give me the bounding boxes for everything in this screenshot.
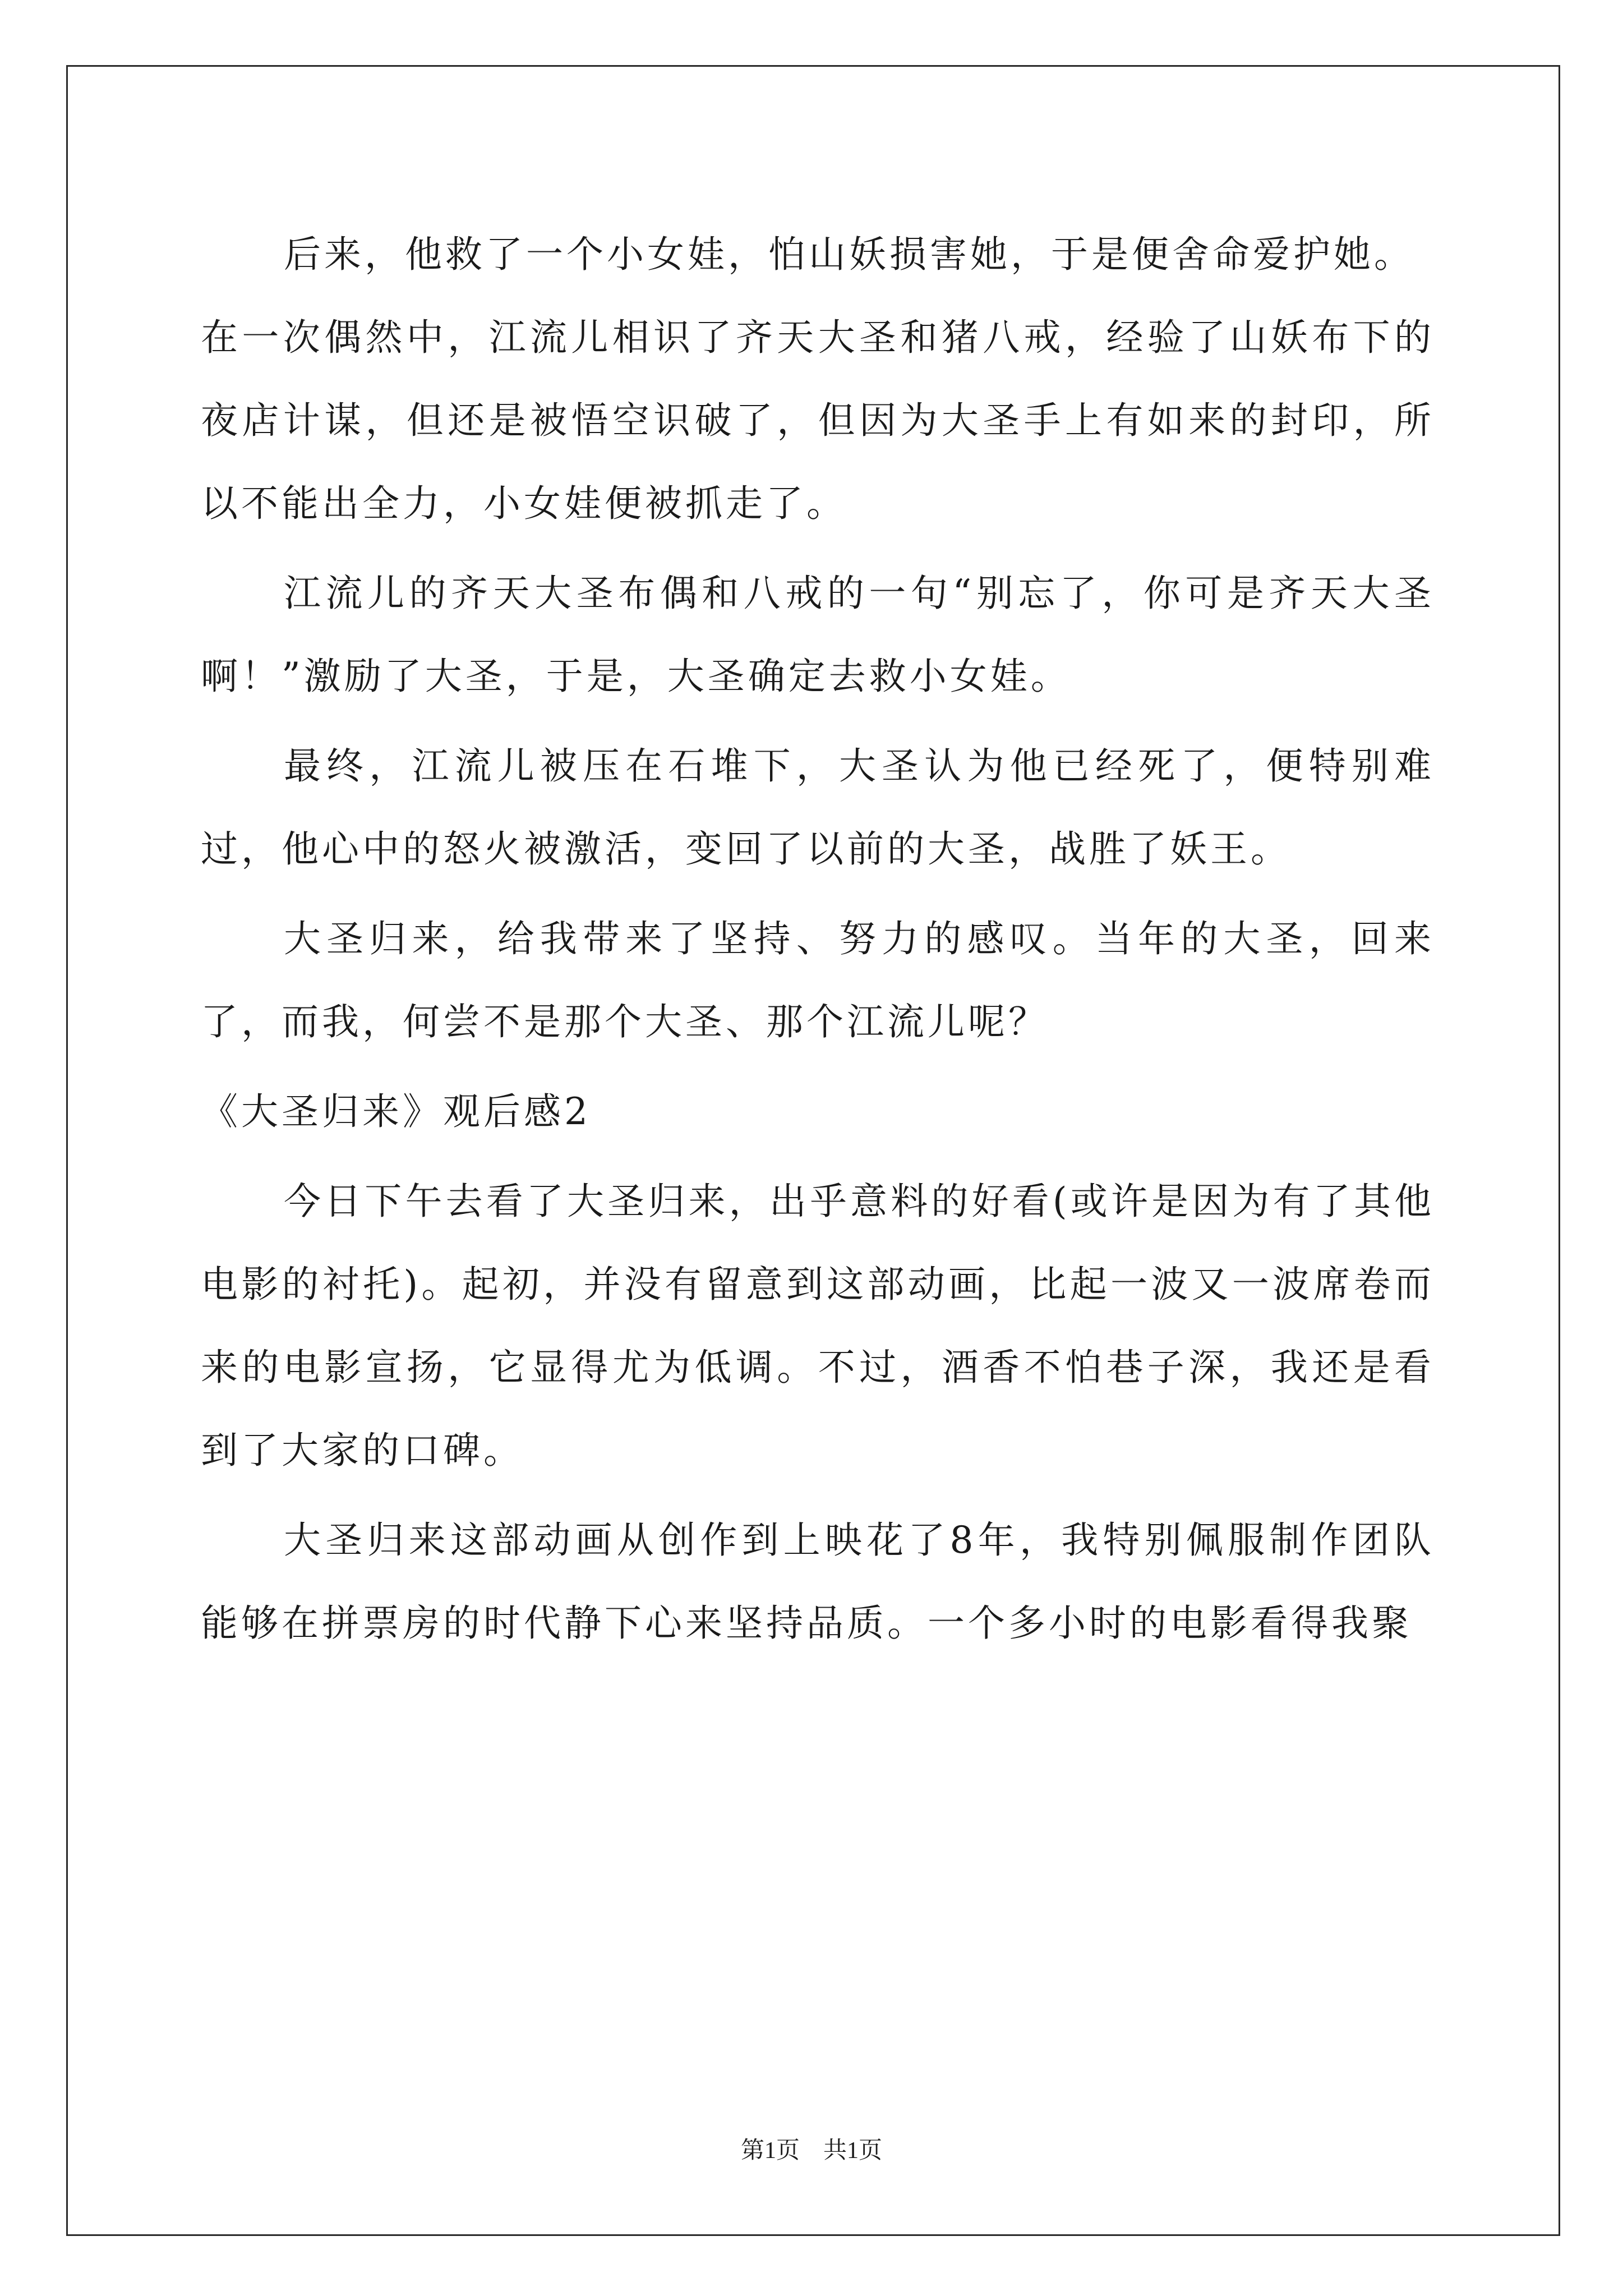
- paragraph-2: 在一次偶然中，江流儿相识了齐天大圣和猪八戒，经验了山妖布下的夜店计谋，但还是被悟空识破了，但因为大圣手上有如来的封印，所以不能出全力，小女娃便被抓走了。: [201, 316, 1435, 525]
- paragraph-3: 江流儿的齐天大圣布偶和八戒的一句“别忘了，你可是齐天大圣啊！”激励了大圣，于是，大圣确定去救小女娃。: [201, 572, 1435, 698]
- paragraph-1: 后来，他救了一个小女娃，怕山妖损害她，于是便舍命爱护她。: [284, 233, 1414, 276]
- document-body: [201, 213, 1435, 1665]
- section-heading: 《大圣归来》观后感2: [201, 1090, 591, 1133]
- paragraph-5: 大圣归来，给我带来了坚持、努力的感叹。当年的大圣，回来了，而我，何尝不是那个大圣、那个江流儿呢？: [201, 917, 1435, 1043]
- paragraph-4: 最终，江流儿被压在石堆下，大圣认为他已经死了，便特别难过，他心中的怒火被激活，变回了以前的大圣，战胜了妖王。: [201, 744, 1435, 871]
- page-number: 第1页 共1页: [740, 2138, 882, 2164]
- paragraph-7: 大圣归来这部动画从创作到上映花了8年，我特别佩服制作团队能够在拼票房的时代静下心来坚持品质。一个多小时的电影看得我聚: [201, 1519, 1435, 1645]
- paragraph-6: 今日下午去看了大圣归来，出乎意料的好看(或许是因为有了其他电影的衬托)。起初，并没有留意到这部动画，比起一波又一波席卷而来的电影宣扬，它显得尤为低调。不过，酒香不怕巷子深，我还是看到了大家的口碑。: [201, 1180, 1435, 1472]
